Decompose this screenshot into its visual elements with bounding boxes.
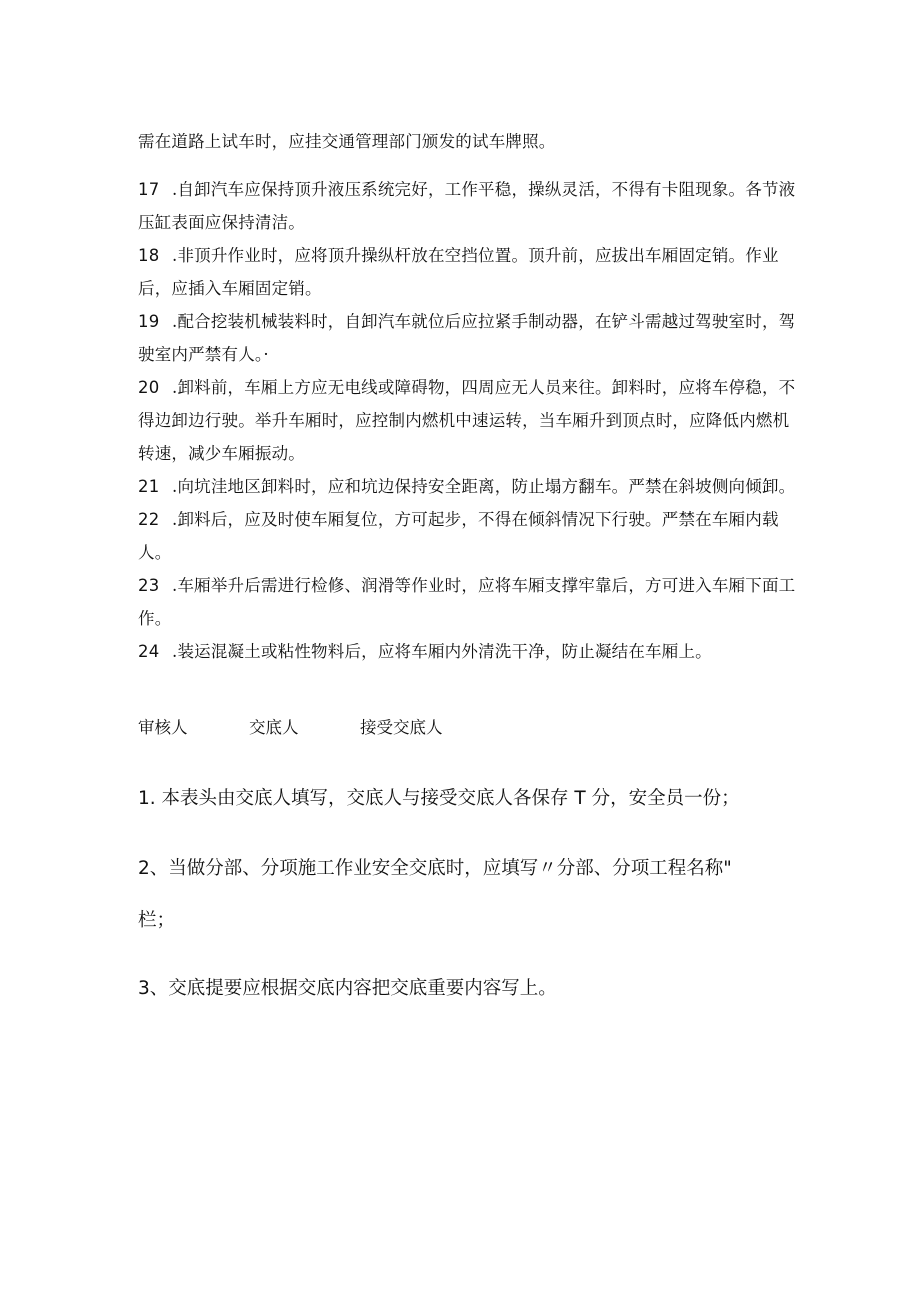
item-number: 19	[138, 312, 160, 331]
item-text: .装运混凝土或粘性物料后，应将车厢内外清洗干净，防止凝结在车厢上。	[172, 642, 712, 661]
item-number: 17	[138, 180, 160, 199]
list-item	[138, 173, 798, 239]
note-1: 1. 本表头由交底人填写，交底人与接受交底人各保存 T 分，安全员一份；	[138, 788, 740, 809]
list-item	[138, 470, 798, 503]
list-item	[138, 503, 798, 569]
discloser-label: 交底人	[249, 718, 299, 737]
item-number: 18	[138, 246, 160, 265]
list-item	[138, 569, 798, 635]
item-number: 23	[138, 576, 160, 595]
item-text: .配合挖装机械装料时，自卸汽车就位后应拉紧手制动器，在铲斗需越过驾驶室时，驾驶室内严禁有人。·	[138, 312, 796, 364]
intro-line: 需在道路上试车时，应挂交通管理部门颁发的试车牌照。	[138, 132, 556, 151]
item-number: 22	[138, 510, 160, 529]
item-text: .车厢举升后需进行检修、润滑等作业时，应将车厢支撑牢靠后，方可进入车厢下面工作。	[138, 576, 796, 628]
list-item	[138, 305, 798, 371]
item-text: .向坑洼地区卸料时，应和坑边保持安全距离，防止塌方翻车。严禁在斜坡侧向倾卸。	[172, 477, 796, 496]
item-text: .自卸汽车应保持顶升液压系统完好，工作平稳，操纵灵活，不得有卡阻现象。各节液压缸表面应保持清洁。	[138, 180, 796, 232]
receiver-label: 接受交底人	[360, 718, 443, 737]
numbered-items	[138, 173, 798, 668]
item-number: 20	[138, 378, 160, 397]
list-item	[138, 635, 798, 668]
list-item	[138, 371, 798, 470]
item-text: .非顶升作业时，应将顶升操纵杆放在空挡位置。顶升前，应拔出车厢固定销。作业后，应插入车厢固定销。	[138, 246, 779, 298]
item-text: .卸料前，车厢上方应无电线或障碍物，四周应无人员来往。卸料时，应将车停稳，不得边卸边行驶。举升车厢时，应控制内燃机中速运转，当车厢升到顶点时，应降低内燃机转速，减少车厢振动。	[138, 378, 796, 463]
item-number: 21	[138, 477, 160, 496]
reviewer-label: 审核人	[138, 718, 188, 737]
item-text: .卸料后，应及时使车厢复位，方可起步，不得在倾斜情况下行驶。严禁在车厢内载人。	[138, 510, 779, 562]
note-2: 2、当做分部、分项施工作业安全交底时，应填写〃分部、分项工程名称"	[138, 858, 732, 879]
note-2-continued: 栏；	[138, 910, 176, 931]
list-item	[138, 239, 798, 305]
note-3: 3、交底提要应根据交底内容把交底重要内容写上。	[138, 978, 557, 999]
item-number: 24	[138, 642, 160, 661]
